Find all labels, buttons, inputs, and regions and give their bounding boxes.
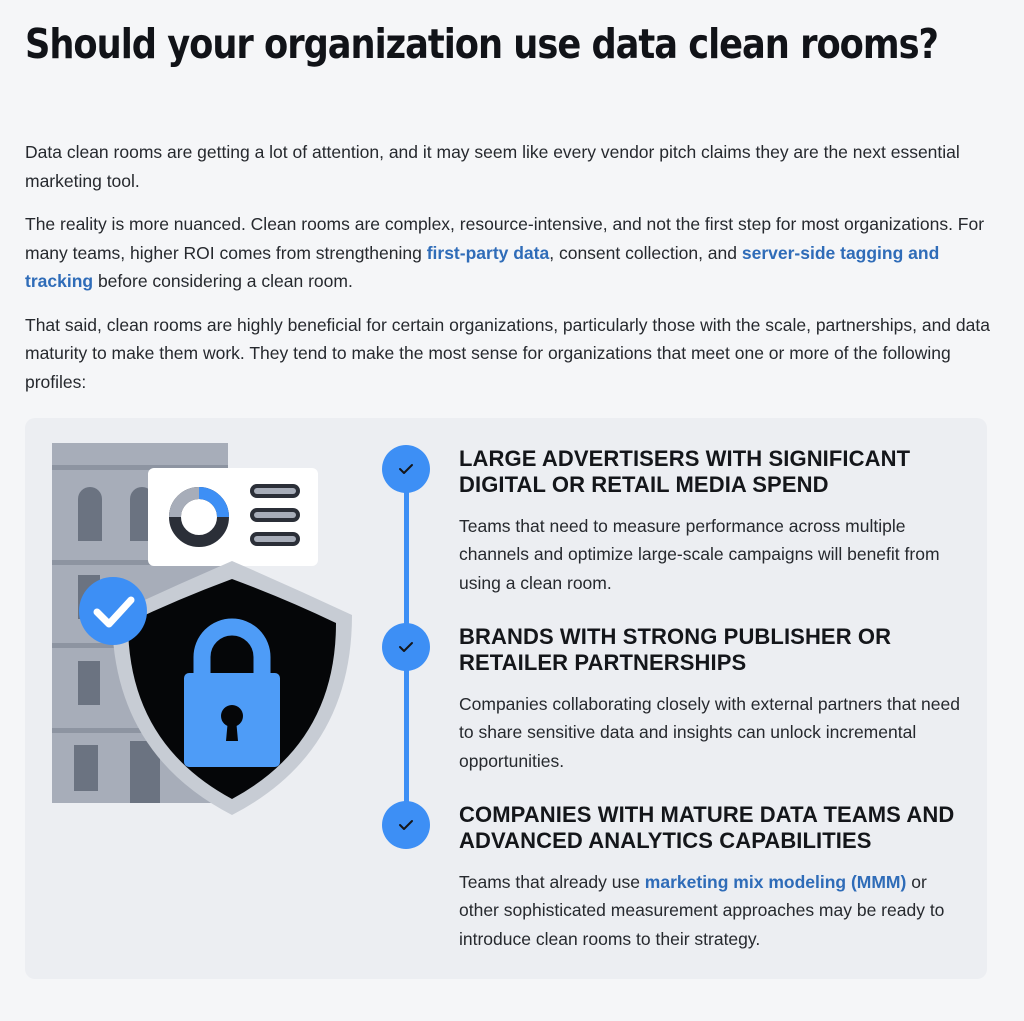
profile-item (459, 624, 969, 775)
text: Teams that already use (459, 872, 645, 892)
profile-heading: BRANDS WITH STRONG PUBLISHER OR RETAILER PARTNERSHIPS (459, 624, 892, 675)
marketing-mix-modeling-link[interactable]: marketing mix modeling (MMM) (644, 872, 907, 892)
intro-paragraph-3: That said, clean rooms are highly beneficial for certain organizations, particularly those with the scale, partnerships, and data maturity to make them work. They tend to make the most sense for organizations that meet one or more of the following profiles: (25, 314, 990, 392)
text: or other sophisticated measurement approaches may be ready to introduce clean rooms to their strategy. (459, 872, 945, 949)
profile-item (459, 802, 969, 953)
check-icon (382, 801, 430, 849)
check-icon (382, 623, 430, 671)
profile-description (459, 868, 969, 953)
text: before considering a clean room. (93, 271, 353, 291)
profile-heading: COMPANIES WITH MATURE DATA TEAMS AND ADVANCED ANALYTICS CAPABILITIES (459, 802, 955, 853)
profile-heading: LARGE ADVERTISERS WITH SIGNIFICANT DIGITAL OR RETAIL MEDIA SPEND (459, 446, 911, 497)
first-party-data-link[interactable]: first-party data (426, 242, 550, 263)
text: The reality is more nuanced. Clean rooms are complex, resource-intensive, and not the first step for most organizations. For many teams, higher ROI comes from strengthening (25, 214, 985, 263)
profile-description: Teams that need to measure performance across multiple channels and optimize large-scale campaigns will benefit from using a clean room. (459, 516, 940, 593)
check-badge-icon (79, 577, 147, 645)
profile-item (459, 446, 969, 597)
data-card-graphic (148, 468, 318, 566)
intro-paragraph-1: Data clean rooms are getting a lot of attention, and it may seem like every vendor pitch claims they are the next essential marketing tool. (25, 142, 960, 191)
check-icon (382, 445, 430, 493)
intro-paragraph-2 (25, 210, 1000, 296)
server-side-tagging-link[interactable]: server-side tagging and tracking (25, 242, 940, 291)
text: , consent collection, and (549, 242, 742, 263)
shield-lock-illustration (52, 443, 352, 823)
profiles-card (25, 418, 987, 979)
intro-section (25, 138, 1000, 411)
profile-description: Companies collaborating closely with external partners that need to share sensitive data and insights can unlock incremental opportunities. (459, 694, 960, 771)
page-title: Should your organization use data clean rooms? (25, 20, 938, 68)
